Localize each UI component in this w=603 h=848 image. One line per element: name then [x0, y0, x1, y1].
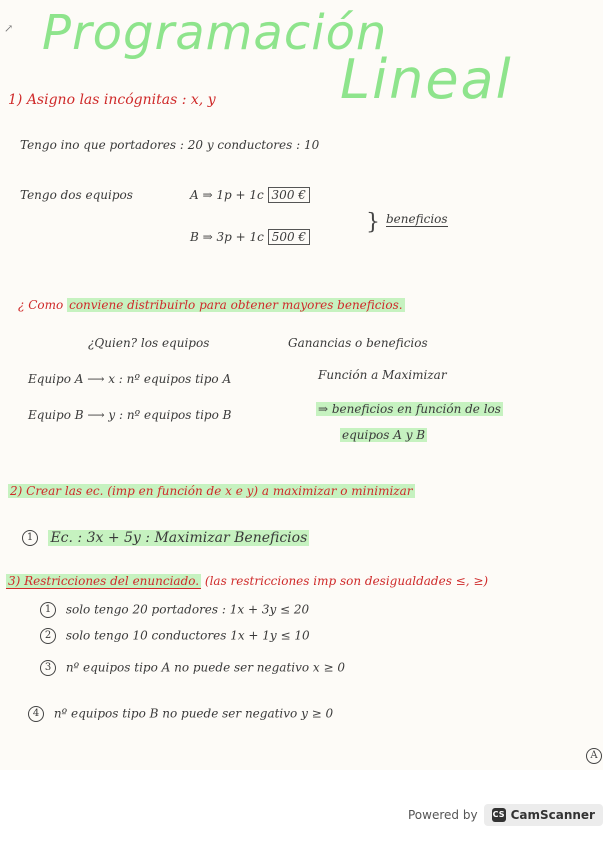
- equipo-b-value: 500 €: [268, 229, 310, 245]
- quien-line: ¿Quien? los equipos: [88, 336, 210, 350]
- section-1-heading: 1) Asigno las incógnitas : x, y: [8, 92, 216, 108]
- equipo-a-line: Equipo A ⟶ x : nº equipos tipo A: [28, 372, 232, 386]
- page-mark-circle: A: [586, 748, 602, 764]
- ganancias-line: Ganancias o beneficios: [288, 336, 428, 350]
- brace-symbol: }: [366, 210, 380, 235]
- equipo-a-text: A ⇒ 1p + 1c: [190, 188, 264, 202]
- equipo-a-value: 300 €: [268, 187, 310, 203]
- ecuacion-line: [22, 530, 309, 546]
- beneficios-funcion-line-2: [340, 428, 427, 442]
- restriccion-2-text: solo tengo 10 conductores 1x + 1y ≤ 10: [65, 628, 310, 643]
- section-2-heading: [8, 484, 415, 498]
- restriccion-4: [28, 706, 333, 722]
- restriccion-3: [40, 660, 345, 676]
- page-corner-mark: [586, 748, 603, 764]
- restriccion-2-number: 2: [40, 628, 56, 644]
- question-prefix: ¿ Como: [18, 298, 64, 312]
- restriccion-2: [40, 628, 310, 644]
- camscanner-logo-icon: CS: [492, 808, 506, 822]
- restriccion-4-text: nº equipos tipo B no puede ser negativo y ≥ 0: [53, 706, 334, 721]
- ecuacion-text: Ec. : 3x + 5y : Maximizar Beneficios: [50, 530, 308, 546]
- camscanner-brand: CamScanner: [510, 808, 595, 822]
- equipos-label: Tengo dos equipos: [20, 188, 133, 202]
- equipo-b-text: B ⇒ 3p + 1c: [190, 230, 264, 244]
- title-line-1: Programación: [42, 5, 388, 61]
- equipo-a-formula: [190, 188, 310, 202]
- restriccion-3-number: 3: [40, 660, 56, 676]
- section-3-heading: [6, 574, 488, 588]
- restriccion-1-text: solo tengo 20 portadores : 1x + 3y ≤ 20: [65, 602, 310, 617]
- title-line-2: Lineal: [340, 48, 513, 111]
- powered-by-label: Powered by: [408, 808, 478, 822]
- beneficios-funcion-text-2: equipos A y B: [342, 428, 426, 442]
- beneficios-funcion-text-1: ⇒ beneficios en función de los: [318, 402, 501, 416]
- restriccion-1: [40, 602, 309, 618]
- section-3-note: (las restricciones imp son desigualdades ≤, ≥): [204, 574, 489, 588]
- beneficios-funcion-line-1: [316, 402, 503, 416]
- ecuacion-number: 1: [22, 530, 38, 546]
- restriccion-3-text: nº equipos tipo A no puede ser negativo x ≥ 0: [65, 660, 346, 675]
- question-highlight: conviene distribuirlo para obtener mayores beneficios.: [69, 298, 403, 312]
- section-2-heading-text: 2) Crear las ec. (imp en función de x e y) a maximizar o minimizar: [10, 484, 413, 498]
- beneficios-label: beneficios: [386, 212, 448, 226]
- tengo-ino-line: Tengo ino que portadores : 20 y conductores : 10: [20, 138, 320, 152]
- equipo-b-formula: [190, 230, 310, 244]
- restriccion-4-number: 4: [28, 706, 44, 722]
- camscanner-footer: [408, 802, 603, 828]
- corner-arrow-mark: ↗: [4, 22, 14, 35]
- question-line: [18, 298, 405, 312]
- section-3-heading-text: 3) Restricciones del enunciado.: [8, 574, 200, 588]
- equipo-b-line: Equipo B ⟶ y : nº equipos tipo B: [28, 408, 232, 422]
- funcion-line: Función a Maximizar: [318, 368, 447, 382]
- restriccion-1-number: 1: [40, 602, 56, 618]
- camscanner-badge[interactable]: [484, 804, 603, 826]
